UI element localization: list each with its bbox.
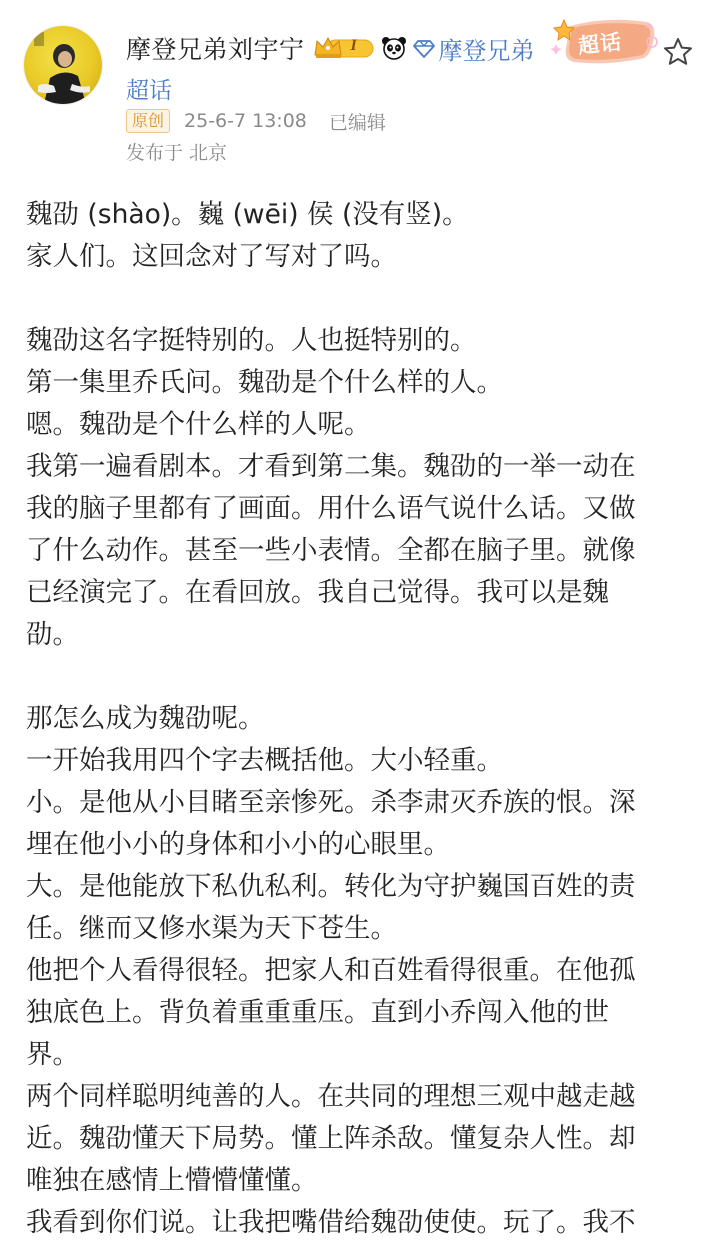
post-line: 两个同样聪明纯善的人。在共同的理想三观中越走越	[26, 1081, 636, 1112]
post-line: 了什么动作。甚至一些小表情。全都在脑子里。就像	[26, 535, 636, 566]
vip-badge-icon[interactable]	[313, 35, 375, 61]
post-line: 大。是他能放下私仇私利。转化为守护巍国百姓的责	[26, 871, 636, 902]
post-body	[26, 194, 698, 1244]
post-header	[0, 0, 720, 180]
chaohua-badge-label: 超话	[576, 29, 624, 59]
post-location: 发布于 北京	[126, 142, 228, 164]
post-line: 家人们。这回念对了写对了吗。	[26, 241, 397, 272]
post-line: 魏劭 (shào)。巍 (wēi) 侯 (没有竖)。	[26, 199, 469, 230]
post-line: 界。	[26, 1039, 79, 1070]
post-line: 他把个人看得很轻。把家人和百姓看得很重。在他孤	[26, 955, 636, 986]
post-line: 嗯。魏劭是个什么样的人呢。	[26, 409, 371, 440]
author-avatar[interactable]	[24, 26, 102, 104]
post-line: 魏劭这名字挺特别的。人也挺特别的。	[26, 325, 477, 356]
post-line: 埋在他小小的身体和小小的心眼里。	[26, 829, 450, 860]
post-line: 我看到你们说。让我把嘴借给魏劭使使。玩了。我不	[26, 1207, 636, 1238]
post-line: 第一集里乔氏问。魏劭是个什么样的人。	[26, 367, 503, 398]
diamond-icon[interactable]	[413, 37, 435, 59]
post-line	[26, 278, 698, 320]
post-line: 那怎么成为魏劭呢。	[26, 703, 265, 734]
topic-link[interactable]: 摩登兄弟	[438, 36, 535, 65]
post-line: 我的脑子里都有了画面。用什么语气说什么话。又做	[26, 493, 636, 524]
vip-level: I	[350, 37, 357, 54]
post-line: 我第一遍看剧本。才看到第二集。魏劭的一举一动在	[26, 451, 636, 482]
post-line: 独底色上。背负着重重重压。直到小乔闯入他的世	[26, 997, 609, 1028]
post-line: 已经演完了。在看回放。我自己觉得。我可以是魏	[26, 577, 609, 608]
author-name-row	[126, 28, 535, 68]
topic-suffix-link[interactable]: 超话	[126, 78, 172, 104]
original-badge: 原创	[126, 109, 170, 133]
post-line: 小。是他从小目睹至亲惨死。杀李肃灭乔族的恨。深	[26, 787, 636, 818]
panda-icon[interactable]	[381, 35, 407, 61]
post-line: 任。继而又修水渠为天下苍生。	[26, 913, 397, 944]
star-outline-icon[interactable]	[662, 36, 694, 68]
post-line	[26, 656, 698, 698]
author-name[interactable]: 摩登兄弟刘宇宁	[126, 35, 305, 64]
post-line: 唯独在感情上懵懵懂懂。	[26, 1165, 318, 1196]
post-line: 一开始我用四个字去概括他。大小轻重。	[26, 745, 503, 776]
chaohua-badge[interactable]	[548, 14, 666, 72]
post-time: 25-6-7 13:08	[184, 110, 307, 132]
post-line: 劭。	[26, 619, 79, 650]
post-meta	[126, 106, 386, 136]
avatar-image	[24, 26, 102, 104]
edited-label[interactable]: 已编辑	[328, 111, 386, 134]
post-line: 近。魏劭懂天下局势。懂上阵杀敌。懂复杂人性。却	[26, 1123, 636, 1154]
